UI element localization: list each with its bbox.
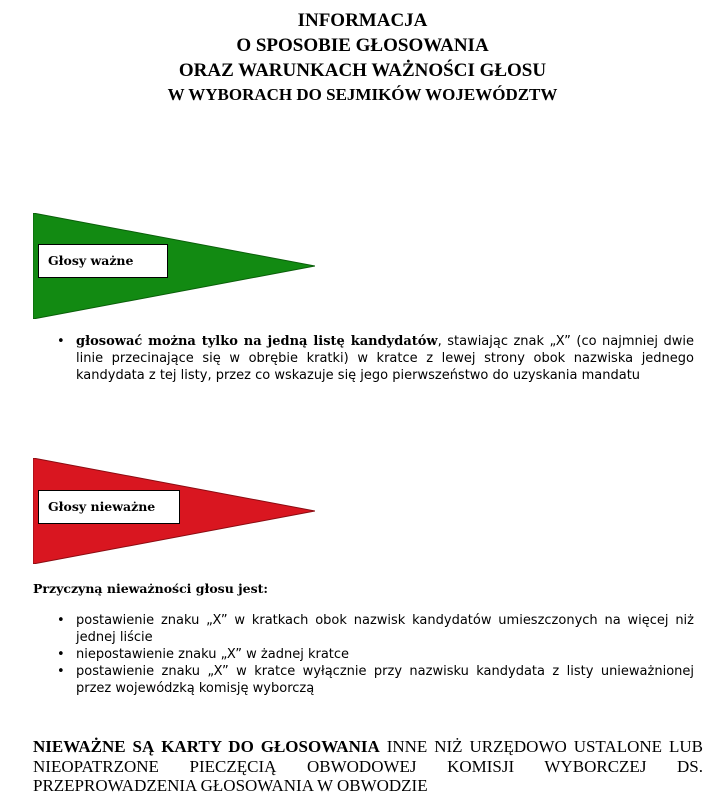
valid-votes-pennant — [33, 213, 315, 319]
notice-bold: NIEWAŻNE SĄ KARTY DO GŁOSOWANIA — [33, 737, 380, 756]
valid-rule-text: , stawiając znak „X” (co najmniej dwie linie przecinające się w obrębie kratki) w kratce z lewej strony obok nazwiska jednego kandydata z tej listy, przez co wskazuje się jego pierwszeństwo do uzyskania mandatu — [76, 334, 694, 383]
valid-rule-bold: głosować można tylko na jedną listę kandydatów — [76, 334, 438, 349]
list-item: • postawienie znaku „X” w kratkach obok nazwisk kandydatów umieszczonych na więcej niż jednej liście — [76, 612, 694, 646]
document-title — [0, 8, 725, 107]
list-item: • postawienie znaku „X” w kratce wyłącznie przy nazwisku kandydata z listy unieważnionej przez wojewódzką komisję wyborczą — [76, 663, 694, 697]
ballot-validity-notice — [33, 737, 703, 796]
notice-text: INNE NIŻ URZĘDOWO USTALONE LUB NIEOPATRZONE PIECZĘCIĄ OBWODOWEJ KOMISJI WYBORCZEJ DS. PRZEPROWADZENIA GŁOSOWANIA W OBWODZIE — [33, 737, 703, 795]
valid-votes-list — [76, 333, 694, 384]
title-line-1: INFORMACJA — [297, 10, 428, 31]
invalidity-reason-heading: Przyczyną nieważności głosu jest: — [33, 581, 269, 596]
title-line-2: O SPOSOBIE GŁOSOWANIA — [236, 35, 489, 56]
title-line-4: W WYBORACH DO SEJMIKÓW WOJEWÓDZTW — [167, 85, 558, 104]
title-line-3: ORAZ WARUNKACH WAŻNOŚCI GŁOSU — [178, 60, 547, 81]
invalid-votes-pennant — [33, 458, 315, 564]
list-item — [76, 333, 694, 384]
invalid-votes-label: Głosy nieważne — [38, 490, 180, 524]
list-item: • niepostawienie znaku „X” w żadnej kratce — [76, 646, 694, 663]
invalid-votes-list — [76, 612, 694, 697]
valid-votes-label: Głosy ważne — [38, 244, 168, 278]
